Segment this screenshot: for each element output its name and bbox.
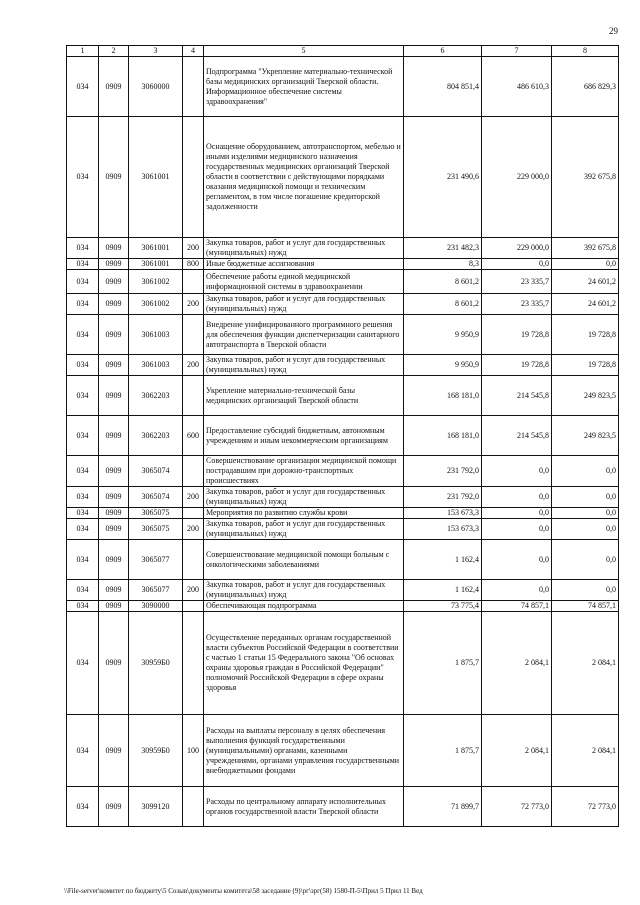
- amount-col6-cell: 231 792,0: [404, 487, 482, 508]
- description-cell: Обеспечивающая подпрограмма: [204, 601, 404, 612]
- target-article-cell: 3090000: [129, 601, 183, 612]
- table-row: [67, 270, 619, 294]
- page-number: 29: [609, 26, 618, 36]
- amount-col6-cell: 9 950,9: [404, 355, 482, 376]
- admin-code-cell: 034: [67, 487, 99, 508]
- expense-type-cell: [183, 456, 204, 487]
- amount-col6-cell: 1 162,4: [404, 580, 482, 601]
- target-article-cell: 3065074: [129, 456, 183, 487]
- amount-col7-cell: 72 773,0: [482, 787, 552, 827]
- header-cell: 5: [204, 46, 404, 57]
- target-article-cell: 3061002: [129, 294, 183, 315]
- admin-code-cell: 034: [67, 259, 99, 270]
- table-row: [67, 315, 619, 355]
- budget-table: [66, 45, 619, 827]
- amount-col7-cell: 0,0: [482, 580, 552, 601]
- table-row: [67, 787, 619, 827]
- table-body: [67, 57, 619, 827]
- amount-col6-cell: 8,3: [404, 259, 482, 270]
- amount-col6-cell: 804 851,4: [404, 57, 482, 117]
- admin-code-cell: 034: [67, 508, 99, 519]
- amount-col6-cell: 168 181,0: [404, 376, 482, 416]
- table-row: [67, 376, 619, 416]
- amount-col8-cell: 0,0: [552, 519, 619, 540]
- section-code-cell: 0909: [99, 294, 129, 315]
- section-code-cell: 0909: [99, 487, 129, 508]
- admin-code-cell: 034: [67, 580, 99, 601]
- expense-type-cell: [183, 117, 204, 238]
- expense-type-cell: [183, 612, 204, 715]
- section-code-cell: 0909: [99, 787, 129, 827]
- admin-code-cell: 034: [67, 456, 99, 487]
- amount-col7-cell: 0,0: [482, 540, 552, 580]
- target-article-cell: 3065074: [129, 487, 183, 508]
- amount-col6-cell: 231 482,3: [404, 238, 482, 259]
- description-cell: Закупка товаров, работ и услуг для государственных (муниципальных) нужд: [204, 580, 404, 601]
- amount-col8-cell: 19 728,8: [552, 315, 619, 355]
- description-cell: Осуществление переданных органам государственной власти субъектов Российской Федерации в соответствии с частью 1 статьи 15 Федерального закона "Об основах охраны здоровья граждан в Российской Федерации" полномочий Российской Федерации в сфере охраны здоровья: [204, 612, 404, 715]
- section-code-cell: 0909: [99, 259, 129, 270]
- amount-col7-cell: 19 728,8: [482, 355, 552, 376]
- description-cell: Закупка товаров, работ и услуг для государственных (муниципальных) нужд: [204, 238, 404, 259]
- table-row: [67, 355, 619, 376]
- description-cell: Мероприятия по развитию службы крови: [204, 508, 404, 519]
- expense-type-cell: [183, 376, 204, 416]
- amount-col7-cell: 23 335,7: [482, 294, 552, 315]
- table-row: [67, 715, 619, 787]
- target-article-cell: 3065075: [129, 508, 183, 519]
- target-article-cell: 3099120: [129, 787, 183, 827]
- expense-type-cell: 200: [183, 355, 204, 376]
- table-row: [67, 508, 619, 519]
- amount-col6-cell: 1 875,7: [404, 612, 482, 715]
- expense-type-cell: 800: [183, 259, 204, 270]
- admin-code-cell: 034: [67, 270, 99, 294]
- amount-col8-cell: 392 675,8: [552, 117, 619, 238]
- header-cell: 1: [67, 46, 99, 57]
- expense-type-cell: 200: [183, 580, 204, 601]
- description-cell: Закупка товаров, работ и услуг для государственных (муниципальных) нужд: [204, 355, 404, 376]
- expense-type-cell: 200: [183, 487, 204, 508]
- amount-col8-cell: 2 084,1: [552, 715, 619, 787]
- table-row: [67, 580, 619, 601]
- target-article-cell: 30959Б0: [129, 612, 183, 715]
- admin-code-cell: 034: [67, 612, 99, 715]
- table-row: [67, 57, 619, 117]
- amount-col7-cell: 19 728,8: [482, 315, 552, 355]
- admin-code-cell: 034: [67, 117, 99, 238]
- admin-code-cell: 034: [67, 294, 99, 315]
- section-code-cell: 0909: [99, 57, 129, 117]
- expense-type-cell: [183, 540, 204, 580]
- amount-col7-cell: 486 610,3: [482, 57, 552, 117]
- expense-type-cell: 100: [183, 715, 204, 787]
- footer-file-path: \\File-server\комитет по бюджету\5 Созыв\документы комитета\58 заседание (9)\рг\зрг(58) 1580-П-5\Прил 5 Прил 11 Вед: [64, 887, 423, 895]
- header-cell: 8: [552, 46, 619, 57]
- table-row: [67, 259, 619, 270]
- admin-code-cell: 034: [67, 519, 99, 540]
- amount-col8-cell: 19 728,8: [552, 355, 619, 376]
- header-row: [67, 46, 619, 57]
- expense-type-cell: 200: [183, 519, 204, 540]
- section-code-cell: 0909: [99, 117, 129, 238]
- description-cell: Закупка товаров, работ и услуг для государственных (муниципальных) нужд: [204, 519, 404, 540]
- target-article-cell: 3061001: [129, 259, 183, 270]
- amount-col7-cell: 0,0: [482, 487, 552, 508]
- amount-col8-cell: 392 675,8: [552, 238, 619, 259]
- target-article-cell: 3065077: [129, 580, 183, 601]
- amount-col7-cell: 0,0: [482, 519, 552, 540]
- admin-code-cell: 034: [67, 715, 99, 787]
- description-cell: Подпрограмма "Укрепление материально-технической базы медицинских организаций Тверской области. Информационное обеспечение системы здравоохранения": [204, 57, 404, 117]
- header-cell: 4: [183, 46, 204, 57]
- amount-col8-cell: 249 823,5: [552, 416, 619, 456]
- table-row: [67, 519, 619, 540]
- section-code-cell: 0909: [99, 540, 129, 580]
- table-row: [67, 487, 619, 508]
- table-row: [67, 601, 619, 612]
- table-row: [67, 612, 619, 715]
- expense-type-cell: [183, 508, 204, 519]
- target-article-cell: 3065077: [129, 540, 183, 580]
- amount-col7-cell: 2 084,1: [482, 612, 552, 715]
- description-cell: Расходы на выплаты персоналу в целях обеспечения выполнения функций государственными (муниципальными) органами, казенными учреждениями, органами управления государственными внебюджетными фондами: [204, 715, 404, 787]
- target-article-cell: 30959Б0: [129, 715, 183, 787]
- description-cell: Внедрение унифицированного программного решения для обеспечения функции диспетчеризации санитарного автотранспорта в Тверской области: [204, 315, 404, 355]
- section-code-cell: 0909: [99, 315, 129, 355]
- target-article-cell: 3062203: [129, 416, 183, 456]
- description-cell: Закупка товаров, работ и услуг для государственных (муниципальных) нужд: [204, 487, 404, 508]
- admin-code-cell: 034: [67, 787, 99, 827]
- section-code-cell: 0909: [99, 376, 129, 416]
- header-cell: 6: [404, 46, 482, 57]
- description-cell: Обеспечение работы единой медицинской информационной системы в здравоохранении: [204, 270, 404, 294]
- target-article-cell: 3061002: [129, 270, 183, 294]
- expense-type-cell: [183, 57, 204, 117]
- header-cell: 2: [99, 46, 129, 57]
- amount-col6-cell: 71 899,7: [404, 787, 482, 827]
- amount-col8-cell: 74 857,1: [552, 601, 619, 612]
- expense-type-cell: [183, 601, 204, 612]
- table-row: [67, 416, 619, 456]
- admin-code-cell: 034: [67, 355, 99, 376]
- target-article-cell: 3061001: [129, 117, 183, 238]
- description-cell: Закупка товаров, работ и услуг для государственных (муниципальных) нужд: [204, 294, 404, 315]
- section-code-cell: 0909: [99, 456, 129, 487]
- description-cell: Иные бюджетные ассигнования: [204, 259, 404, 270]
- amount-col8-cell: 249 823,5: [552, 376, 619, 416]
- target-article-cell: 3061003: [129, 315, 183, 355]
- amount-col7-cell: 0,0: [482, 259, 552, 270]
- amount-col7-cell: 0,0: [482, 508, 552, 519]
- amount-col8-cell: 24 601,2: [552, 270, 619, 294]
- description-cell: Укрепление материально-технической базы медицинских организаций Тверской области: [204, 376, 404, 416]
- amount-col8-cell: 0,0: [552, 487, 619, 508]
- header-cell: 3: [129, 46, 183, 57]
- description-cell: Совершенствование организации медицинской помощи пострадавшим при дорожно-транспортных происшествиях: [204, 456, 404, 487]
- target-article-cell: 3061001: [129, 238, 183, 259]
- target-article-cell: 3062203: [129, 376, 183, 416]
- description-cell: Расходы по центральному аппарату исполнительных органов государственной власти Тверской области: [204, 787, 404, 827]
- amount-col7-cell: 74 857,1: [482, 601, 552, 612]
- amount-col6-cell: 231 792,0: [404, 456, 482, 487]
- section-code-cell: 0909: [99, 580, 129, 601]
- section-code-cell: 0909: [99, 355, 129, 376]
- section-code-cell: 0909: [99, 238, 129, 259]
- section-code-cell: 0909: [99, 416, 129, 456]
- amount-col8-cell: 0,0: [552, 580, 619, 601]
- amount-col7-cell: 2 084,1: [482, 715, 552, 787]
- amount-col7-cell: 23 335,7: [482, 270, 552, 294]
- amount-col6-cell: 1 875,7: [404, 715, 482, 787]
- target-article-cell: 3065075: [129, 519, 183, 540]
- amount-col6-cell: 8 601,2: [404, 270, 482, 294]
- amount-col6-cell: 153 673,3: [404, 508, 482, 519]
- expense-type-cell: 200: [183, 238, 204, 259]
- amount-col8-cell: 0,0: [552, 508, 619, 519]
- admin-code-cell: 034: [67, 540, 99, 580]
- amount-col7-cell: 214 545,8: [482, 376, 552, 416]
- section-code-cell: 0909: [99, 612, 129, 715]
- target-article-cell: 3061003: [129, 355, 183, 376]
- description-cell: Совершенствование медицинской помощи больным с онкологическими заболеваниями: [204, 540, 404, 580]
- table-row: [67, 238, 619, 259]
- amount-col8-cell: 0,0: [552, 540, 619, 580]
- amount-col8-cell: 686 829,3: [552, 57, 619, 117]
- section-code-cell: 0909: [99, 715, 129, 787]
- admin-code-cell: 034: [67, 57, 99, 117]
- section-code-cell: 0909: [99, 519, 129, 540]
- amount-col6-cell: 168 181,0: [404, 416, 482, 456]
- table-row: [67, 294, 619, 315]
- table-row: [67, 540, 619, 580]
- table-row: [67, 456, 619, 487]
- table-row: [67, 117, 619, 238]
- amount-col6-cell: 231 490,6: [404, 117, 482, 238]
- section-code-cell: 0909: [99, 270, 129, 294]
- amount-col7-cell: 229 000,0: [482, 117, 552, 238]
- amount-col8-cell: 0,0: [552, 456, 619, 487]
- amount-col6-cell: 73 775,4: [404, 601, 482, 612]
- expense-type-cell: [183, 787, 204, 827]
- amount-col6-cell: 8 601,2: [404, 294, 482, 315]
- description-cell: Предоставление субсидий бюджетным, автономным учреждениям и иным некоммерческим организациям: [204, 416, 404, 456]
- amount-col8-cell: 72 773,0: [552, 787, 619, 827]
- expense-type-cell: 200: [183, 294, 204, 315]
- header-cell: 7: [482, 46, 552, 57]
- section-code-cell: 0909: [99, 601, 129, 612]
- admin-code-cell: 034: [67, 601, 99, 612]
- amount-col8-cell: 0,0: [552, 259, 619, 270]
- admin-code-cell: 034: [67, 315, 99, 355]
- target-article-cell: 3060000: [129, 57, 183, 117]
- amount-col8-cell: 2 084,1: [552, 612, 619, 715]
- expense-type-cell: 600: [183, 416, 204, 456]
- amount-col7-cell: 214 545,8: [482, 416, 552, 456]
- admin-code-cell: 034: [67, 376, 99, 416]
- amount-col6-cell: 9 950,9: [404, 315, 482, 355]
- admin-code-cell: 034: [67, 238, 99, 259]
- amount-col7-cell: 0,0: [482, 456, 552, 487]
- amount-col6-cell: 153 673,3: [404, 519, 482, 540]
- admin-code-cell: 034: [67, 416, 99, 456]
- amount-col7-cell: 229 000,0: [482, 238, 552, 259]
- amount-col6-cell: 1 162,4: [404, 540, 482, 580]
- expense-type-cell: [183, 315, 204, 355]
- expense-type-cell: [183, 270, 204, 294]
- amount-col8-cell: 24 601,2: [552, 294, 619, 315]
- description-cell: Оснащение оборудованием, автотранспортом, мебелью и иными изделиями медицинского назначения государственных медицинских организаций Тверской области в соответствии с действующими порядками оказания медицинской помощи и техническим регламентом, в том числе погашение кредиторской задолженности: [204, 117, 404, 238]
- section-code-cell: 0909: [99, 508, 129, 519]
